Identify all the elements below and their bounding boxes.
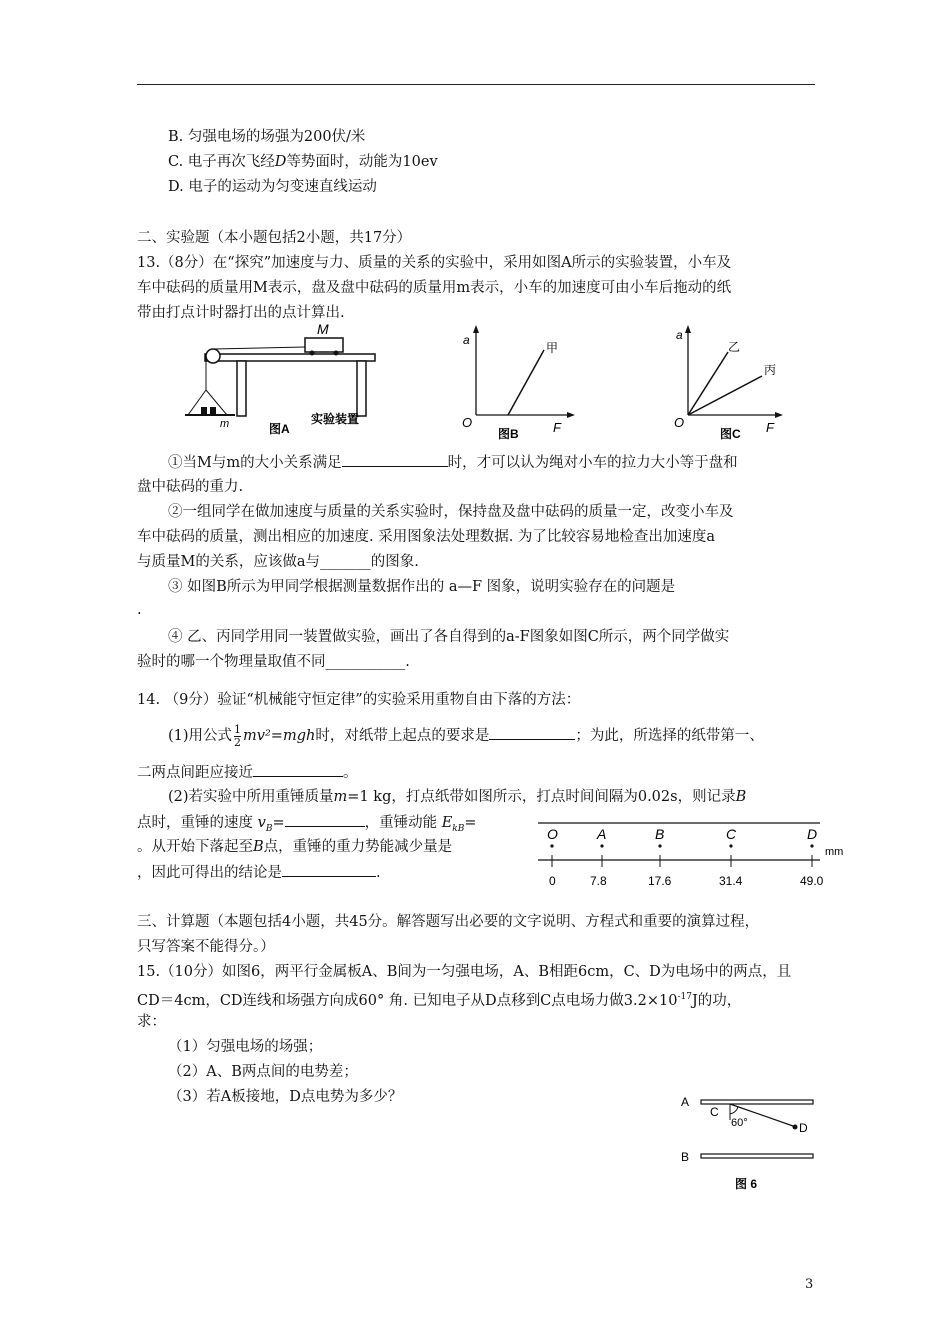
tape-value: 0 — [549, 874, 556, 888]
q15-sub-3: （3）若A板接地，D点电势为多少？ — [168, 1089, 403, 1105]
figure-a-caption: 图A — [269, 422, 290, 436]
figure-c-line-1: 乙 — [728, 340, 741, 354]
q15-line-3: 求： — [137, 1014, 166, 1030]
figure-c — [670, 322, 795, 444]
figure-c-o: O — [674, 415, 685, 430]
figure-c-f: F — [766, 420, 774, 435]
figure-c-line-2: 丙 — [764, 363, 777, 377]
figure-6-d: D — [799, 1121, 808, 1135]
q13-part3-line-2: . — [137, 602, 142, 618]
tape-dot — [810, 844, 813, 847]
tape-unit: mm — [825, 846, 844, 858]
figure-a-m-small: m — [220, 418, 230, 430]
tape-value: 31.4 — [719, 874, 743, 888]
figure-c-a: a — [676, 328, 683, 342]
q14-part1-cont: 二两点间距应接近 。 — [137, 762, 358, 783]
q13-line-2: 车中砝码的质量用M表示，盘及盘中砝码的质量用m表示，小车的加速度可由小车后拖动的纸 — [137, 280, 732, 296]
section-3-heading-1: 三、计算题（本题包括4小题，共45分。解答题写出必要的文字说明、方程式和重要的演算过程， — [137, 914, 760, 930]
tape-dot — [729, 844, 732, 847]
tape-dot — [658, 844, 661, 847]
option-b: B. 匀强电场的场强为200伏/米 — [168, 129, 366, 145]
figure-6-angle: 60° — [731, 1117, 748, 1129]
q14-part2-line-1: (2)若实验中所用重锤质量m=1 kg，打点纸带如图所示，打点时间间隔为0.02s，则记录B — [168, 789, 747, 805]
section-2-heading: 二、实验题（本小题包括2小题，共17分） — [137, 230, 412, 246]
q15-line-2: CD＝4cm，CD连线和场强方向成60° 角. 已知电子从D点移到C点电场力做$3.2\times 10^{-17}J$的功， — [137, 992, 742, 1009]
figure-b — [458, 322, 588, 444]
figure-6-b: B — [681, 1150, 690, 1164]
q15-sub-2: （2）A、B两点间的电势差； — [168, 1064, 358, 1080]
section-3-heading-2: 只写答案不能得分。） — [137, 939, 275, 955]
q14-part2-line-4: ，因此可得出的结论是 . — [137, 862, 381, 883]
figure-a — [185, 323, 385, 443]
q13-part4-line-2: 验时的哪一个物理量取值不同___________. — [137, 654, 410, 670]
q13-part2-line-3: 与质量M的关系，应该做a与_______的图象. — [137, 554, 419, 570]
tape-value: 17.6 — [648, 874, 672, 888]
figure-6-c: C — [710, 1105, 719, 1119]
half-fraction: $\frac{1}{2}$ — [234, 722, 242, 749]
tape-point-a: A — [597, 826, 607, 842]
q13-part2-line-2: 车中砝码的质量，测出相应的加速度. 采用图象法处理数据. 为了比较容易地检查出加速度a — [137, 529, 716, 545]
option-c: C. 电子再次飞经D等势面时，动能为10ev — [168, 154, 438, 170]
q14-part1: (1)用公式 $\frac{1}{2}$ mv²=mgh时，对纸带上起点的要求是 ；为此，所选择的纸带第一、 — [168, 722, 764, 749]
q13-part1-cont: 盘中砝码的重力. — [137, 479, 244, 495]
q13-line-3: 带由打点计时器打出的点计算出. — [137, 305, 345, 321]
q13-part4-line-1: ④ 乙、丙同学用同一装置做实验，画出了各自得到的a-F图象如图C所示，两个同学做实 — [168, 629, 730, 645]
q14-part2-line-2: 点时，重锤的速度 $v_B=$ ，重锤动能 $E_{kB}=$ — [137, 812, 477, 839]
tape-dot — [550, 844, 553, 847]
option-d: D. 电子的运动为匀变速直线运动 — [168, 179, 377, 195]
figure-b-f: F — [553, 420, 561, 435]
figure-b-line: 甲 — [546, 341, 559, 355]
tape-point-o: O — [547, 826, 558, 842]
tape-figure — [530, 815, 860, 895]
tape-point-d: D — [807, 826, 818, 842]
figure-6 — [675, 1088, 825, 1198]
figure-b-o: O — [462, 415, 473, 430]
q13-part3-line-1: ③ 如图B所示为甲同学根据测量数据作出的 a—F 图象，说明实验存在的问题是 — [168, 579, 676, 595]
figure-6-caption: 图 6 — [735, 1177, 758, 1191]
figure-a-m-big: M — [317, 323, 329, 337]
q13-part2-line-1: ②一组同学在做加速度与质量的关系实验时，保持盘及盘中砝码的质量一定，改变小车及 — [168, 504, 734, 520]
tape-point-c: C — [726, 826, 737, 842]
tape-value: 49.0 — [800, 874, 824, 888]
q14-heading: 14. （9分）验证“机械能守恒定律”的实验采用重物自由下落的方法： — [137, 692, 581, 708]
header-rule — [137, 84, 815, 85]
q14-part2-line-3: 。从开始下落起至B点，重锤的重力势能减少量是 — [137, 839, 453, 855]
q13-line-1: 13.（8分）在“探究”加速度与力、质量的关系的实验中，采用如图A所示的实验装置，小车及 — [137, 255, 732, 271]
figure-a-label: 实验装置 — [311, 412, 360, 426]
tape-dot — [600, 844, 603, 847]
figure-c-caption: 图C — [720, 427, 741, 441]
tape-value: 7.8 — [590, 874, 607, 888]
page-number: 3 — [805, 1277, 814, 1292]
figure-b-caption: 图B — [498, 427, 519, 441]
q15-sub-1: （1）匀强电场的场强； — [168, 1039, 323, 1055]
figure-b-a: a — [463, 333, 470, 347]
q15-line-1: 15.（10分）如图6，两平行金属板A、B间为一匀强电场，A、B相距6cm，C、D为电场中的两点，且 — [137, 964, 792, 980]
figure-6-a: A — [681, 1095, 690, 1109]
tape-point-b: B — [655, 826, 665, 842]
q13-part1: ①当M与m的大小关系满足 时，才可以认为绳对小车的拉力大小等于盘和 — [168, 452, 738, 473]
